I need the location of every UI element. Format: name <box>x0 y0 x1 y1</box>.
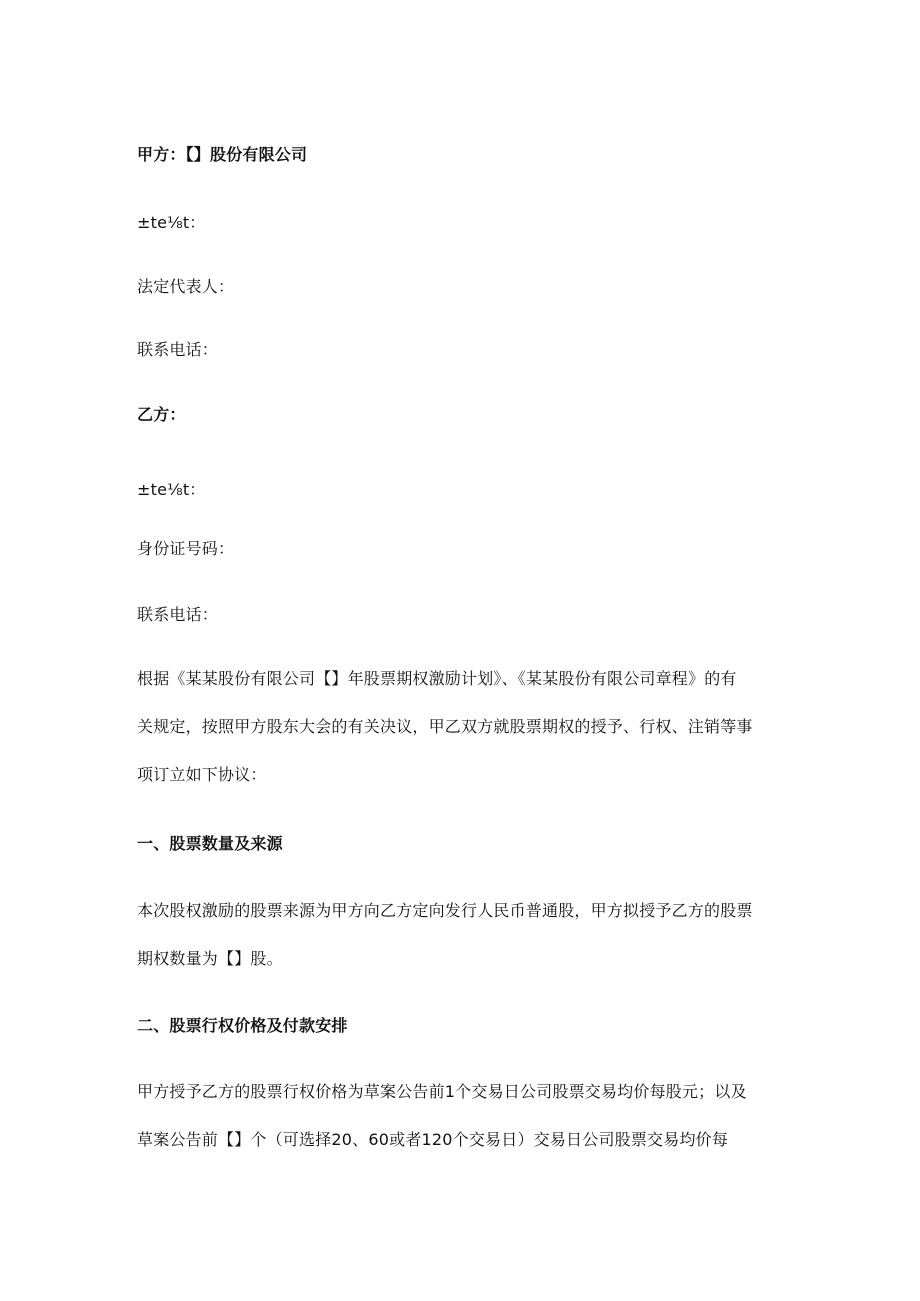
section-2-paragraph <box>137 1081 792 1161</box>
section-1-line: 期权数量为【】股。 <box>137 949 283 968</box>
party-a-phone-label: 联系电话： <box>137 340 219 359</box>
section-2-line: 甲方授予乙方的股票行权价格为草案公告前1个交易日公司股票交易均价每股元；以及 <box>137 1082 747 1101</box>
party-b-address-label: ±te⅛t： <box>137 480 206 499</box>
party-b-phone-label: 联系电话： <box>137 605 219 624</box>
section-1-heading: 一、股票数量及来源 <box>137 834 283 853</box>
party-b-id-number-label: 身份证号码： <box>137 539 235 558</box>
section-1-line: 本次股权激励的股票来源为甲方向乙方定向发行人民币普通股，甲方拟授予乙方的股票 <box>137 901 753 920</box>
section-2-line: 草案公告前【】个（可选择20、60或者120个交易日）交易日公司股票交易均价每 <box>137 1130 729 1149</box>
party-a-address-label: ±te⅛t： <box>137 213 206 232</box>
party-a-title: 甲方：【】股份有限公司 <box>137 145 308 164</box>
intro-line: 项订立如下协议： <box>137 765 267 784</box>
party-a-legal-rep-label: 法定代表人： <box>137 277 235 296</box>
party-b-title: 乙方： <box>137 405 186 424</box>
intro-line: 根据《某某股份有限公司【】年股票期权激励计划》、《某某股份有限公司章程》的有 <box>137 669 737 688</box>
section-2-heading: 二、股票行权价格及付款安排 <box>137 1016 348 1035</box>
section-1-paragraph <box>137 900 792 980</box>
intro-line: 关规定，按照甲方股东大会的有关决议，甲乙双方就股票期权的授予、行权、注销等事 <box>137 717 753 736</box>
intro-paragraph <box>137 668 792 798</box>
